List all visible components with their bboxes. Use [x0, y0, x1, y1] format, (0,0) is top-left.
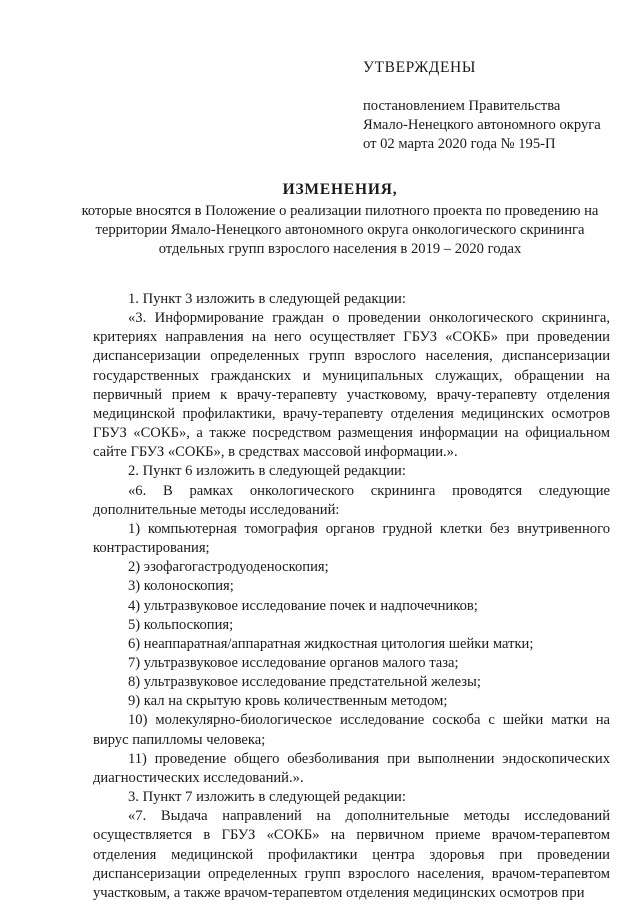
- approval-title: УТВЕРЖДЕНЫ: [363, 59, 476, 76]
- list-item: 7) ультразвуковое исследование органов малого таза;: [128, 654, 459, 671]
- list-item: 5) кольпоскопия;: [128, 616, 234, 633]
- paragraph-point-7-text: «7. Выдача направлений на дополнительные методы исследований осуществляется в ГБУЗ «СОКБ» на первичном приеме врачом-терапевтом отделения медицинской профилактики центра здоровья при проведении диспансеризации определенных групп взрослого населения, врачом-терапевтом участковым, а также врачом-терапевтом отделения медицинских осмотров при: [93, 808, 610, 901]
- list-item: 2) эзофагогастродуоденоскопия;: [128, 559, 329, 576]
- approval-line-3: от 02 марта 2020 года № 195-П: [363, 136, 556, 152]
- document-heading: [80, 180, 600, 259]
- paragraph-point-6-intro: «6. В рамках онкологического скрининга проводятся следующие дополнительные методы исследований:: [93, 482, 610, 518]
- list-item: 3) колоноскопия;: [128, 578, 234, 595]
- heading-title: ИЗМЕНЕНИЯ,: [282, 181, 398, 198]
- list-item: 6) неаппаратная/аппаратная жидкостная цитология шейки матки;: [128, 635, 534, 652]
- list-item: 10) молекулярно-биологическое исследование соскоба с шейки матки на вирус папилломы человека;: [93, 712, 610, 748]
- heading-subtitle: которые вносятся в Положение о реализации пилотного проекта по проведению на территории Ямало-Ненецкого автономного округа онкологического скрининга отдельных групп взрослого населения в 2019 – 2020 годах: [81, 203, 599, 257]
- list-item: 11) проведение общего обезболивания при выполнении эндоскопических диагностических исследований.».: [93, 750, 610, 786]
- approval-line-1: постановлением Правительства: [363, 98, 561, 114]
- paragraph-point-3-text: «3. Информирование граждан о проведении онкологического скрининга, критериях направления на него осуществляет ГБУЗ «СОКБ» при проведении диспансеризации определенных групп взрослого населения, диспансеризации государственных гражданских и муниципальных служащих, обращении на первичный прием к врачу-терапевту участковому, врачу-терапевту отделения медицинской профилактики, врачу-терапевту отделения медицинских осмотров ГБУЗ «СОКБ», а также посредством размещения информации на официальном сайте ГБУЗ «СОКБ», в средствах массовой информации.».: [93, 310, 610, 461]
- document-body: [93, 290, 610, 903]
- approval-block: [363, 58, 601, 154]
- list-item: 8) ультразвуковое исследование предстательной железы;: [128, 674, 481, 691]
- approval-line-2: Ямало-Ненецкого автономного округа: [363, 117, 601, 133]
- paragraph-item-3: 3. Пункт 7 изложить в следующей редакции:: [128, 789, 406, 806]
- paragraph-item-2: 2. Пункт 6 изложить в следующей редакции:: [128, 463, 406, 480]
- list-item: 1) компьютерная томография органов грудной клетки без внутривенного контрастирования;: [93, 520, 610, 557]
- list-item: 4) ультразвуковое исследование почек и надпочечников;: [128, 597, 478, 614]
- paragraph-item-1: 1. Пункт 3 изложить в следующей редакции:: [128, 291, 406, 307]
- list-item: 9) кал на скрытую кровь количественным методом;: [128, 693, 448, 710]
